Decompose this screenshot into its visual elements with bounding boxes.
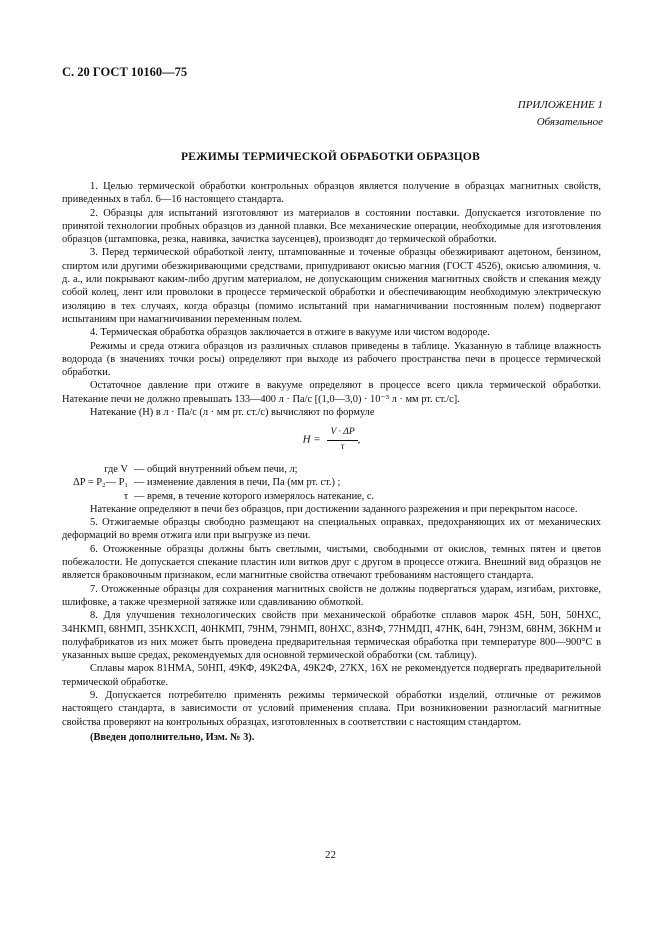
paragraph: 9. Допускается потребителю применять режимы термической обработки изделий, отличные от режимов настоящего стандарта, в зависимости от условий применения сплава. При возникновении разногласий магнитные свойства проверяют на контрольных образцах, изготовленных в соответствии с настоящим стандартом.	[62, 689, 601, 728]
paragraph: 3. Перед термической обработкой ленту, штампованные и точеные образцы обезжиривают ацетоном, бензином, спиртом или другими обезжиривающими средствами, припудривают окисью магния (ГОСТ 4526), окисью алюминия, ч. д. а., или покрывают каким-либо другим материалом, не допускающим снижения магнитных свойств и спекания между собой колец, лент или проволоки в процессе термической обработки и обеспечивающим необходимую электрическую изоляцию в тех случаях, когда образцы (помимо испытаний при намагничивании постоянным полем) подвергают испытаниям при намагничивании переменным полем.	[62, 247, 601, 325]
paragraph: 1. Целью термической обработки контрольных образцов является получение в образцах магнитных свойств, приведенных в табл. 6—16 настоящего стандарта.	[62, 181, 601, 206]
definition-symbol: ΔP = P₂— P₁	[73, 477, 128, 489]
definition-text: — изменение давления в печи, Па (мм рт. ст.) ;	[134, 477, 341, 489]
formula-lhs: H =	[302, 433, 321, 446]
leak-rate-formula	[62, 426, 601, 454]
appendix-subtitle: Обязательное	[536, 116, 603, 128]
formula-definitions	[62, 463, 601, 503]
definition-text: — общий внутренний объем печи, л;	[134, 463, 298, 475]
definition-symbol: τ	[123, 490, 128, 502]
formula-numerator: V · ΔP	[327, 426, 357, 440]
paragraph: 6. Отожженные образцы должны быть светлыми, чистыми, свободными от окислов, темных пятен и цветов побежалости. Не допускается спекание пластин или витков друг с другом в процессе отжига. Внешний вид образцов не является браковочным признаком, если магнитные свойства отвечают требованиям настоящего стандарта.	[62, 543, 601, 582]
paragraph: Натекание определяют в печи без образцов, при достижении заданного разрежения и при перекрытом насосе.	[90, 503, 578, 515]
paragraph: Режимы и среда отжига образцов из различных сплавов приведены в таблице. Указанную в таблице влажность водорода (в значениях точки росы) определяют при выходе из рабочего пространства печи в процессе термической обработки.	[62, 340, 601, 379]
paragraph: Остаточное давление при отжиге в вакууме определяют в процессе всего цикла термической обработки. Натекание печи не должно превышать 133—400 л · Па/с [(1,0—3,0) · 10⁻³ л · мм рт. ст./с].	[62, 380, 601, 405]
document-title: РЕЖИМЫ ТЕРМИЧЕСКОЙ ОБРАБОТКИ ОБРАЗЦОВ	[181, 151, 480, 163]
page-header: С. 20 ГОСТ 10160—75	[62, 65, 188, 79]
definition-text: — время, в течение которого измерялось натекание, с.	[134, 490, 375, 502]
paragraph: Натекание (Н) в л · Па/с (л · мм рт. ст./с) вычисляют по формуле	[90, 407, 375, 419]
paragraph: 4. Термическая обработка образцов заключается в отжиге в вакууме или чистом водороде.	[90, 327, 490, 339]
definition-symbol: где V	[104, 463, 128, 475]
document-body	[62, 180, 601, 744]
definition-row	[62, 476, 601, 489]
formula-fraction	[327, 426, 357, 454]
paragraph: 8. Для улучшения технологических свойств при механической обработке сплавов марок 45Н, 50Н, 50НХС, 34НКМП, 68НМП, 35НКХСП, 40НКМП, 79НМ, 79НМП, 80НХС, 83НФ, 77НМДП, 47НК, 64Н, 79Н3М, 68НМ, 36КНМ и полуфабрикатов из них может быть проведена предварительная термическая обработка при температуре 800—900°С в указанных выше средах, рекомендуемых для основной термической обработки (см. таблицу).	[62, 610, 601, 662]
paragraph: Сплавы марок 81НМА, 50НП, 49КФ, 49К2ФА, 49К2Ф, 27КХ, 16Х не рекомендуется подвергать предварительной термической обработке.	[62, 663, 601, 688]
paragraph: 5. Отжигаемые образцы свободно размещают на специальных оправках, предохраняющих их от механических деформаций во время отжига или при выгрузке из печи.	[62, 517, 601, 542]
definition-row	[62, 490, 601, 503]
formula-tail: ,	[357, 433, 361, 446]
page-number: 22	[325, 849, 336, 861]
paragraph: 2. Образцы для испытаний изготовляют из материалов в состоянии поставки. Допускается изготовление по принятой технологии пробных образцов из данной плавки. Все механические операции, необходимые для изготовления образцов (штамповка, резка, навивка, зачистка заусенцев), производят до термической обработки.	[62, 207, 601, 246]
formula-denominator: τ	[340, 441, 345, 452]
paragraph: 7. Отожженные образцы для сохранения магнитных свойств не должны подвергаться ударам, изгибам, рихтовке, шлифовке, а также чрезмерной затяжке или сдавливанию обмоткой.	[62, 583, 601, 608]
appendix-label	[518, 97, 603, 131]
definition-row	[62, 463, 601, 476]
amendment-note: (Введен дополнительно, Изм. № 3).	[90, 731, 255, 743]
appendix-title: ПРИЛОЖЕНИЕ 1	[517, 99, 603, 111]
